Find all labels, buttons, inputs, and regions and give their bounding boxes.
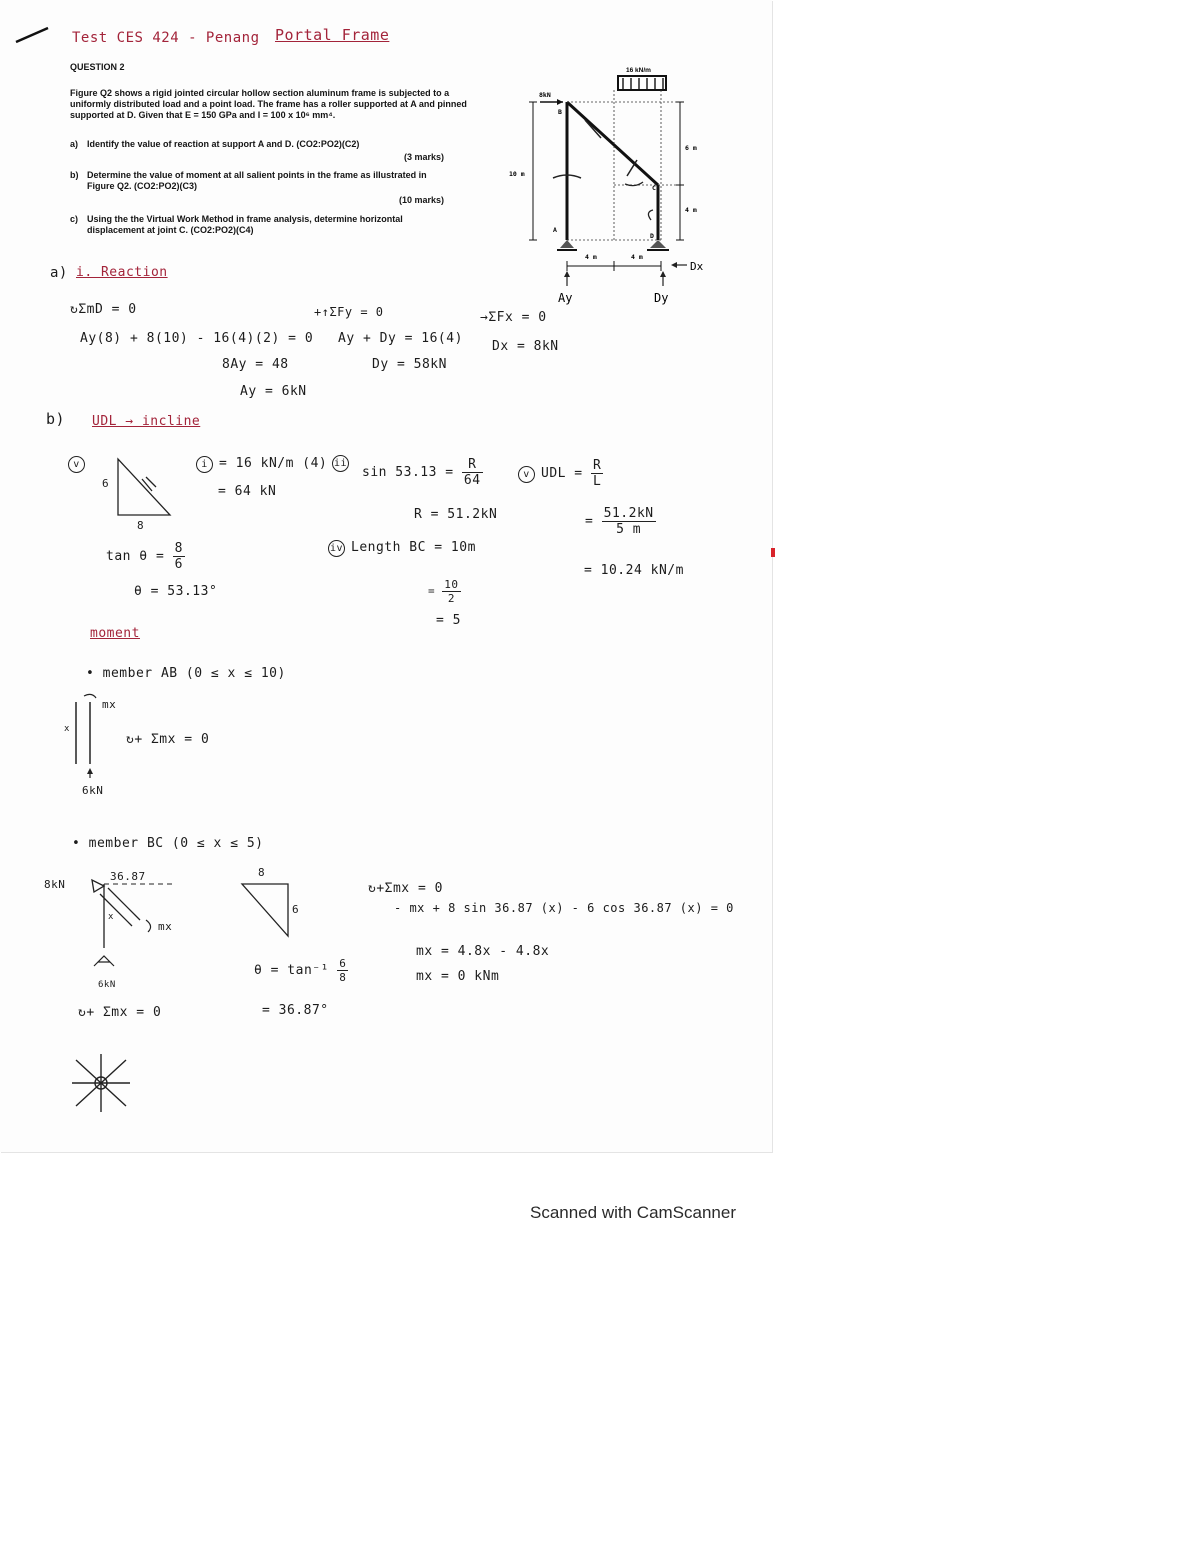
udl-label: 16 kN/m [626, 67, 651, 74]
fx-line-1: Dx = 8kN [492, 339, 559, 354]
udl-result: = 10.24 kN/m [584, 563, 684, 578]
member-ab-title: • member AB (0 ≤ x ≤ 10) [86, 666, 286, 681]
member-bc-title: • member BC (0 ≤ x ≤ 5) [72, 836, 264, 851]
camscanner-watermark: Scanned with CamScanner [530, 1203, 737, 1222]
reaction-dx: Dx [690, 260, 704, 273]
item-a-label: a) [70, 139, 79, 149]
udl-box [618, 76, 666, 90]
moment-title: moment [90, 626, 140, 641]
moment-line-2: 8Ay = 48 [222, 357, 289, 372]
dim-left: 10 m [509, 170, 525, 178]
svg-text:4 m: 4 m [685, 206, 697, 214]
step-v-marker: v [68, 456, 85, 473]
scribble-mark [70, 1052, 132, 1114]
triangle-1 [112, 455, 176, 521]
svg-text:4 m: 4 m [631, 253, 643, 261]
theta-1: θ = 53.13° [134, 584, 218, 599]
portal-frame-title: Portal Frame [275, 26, 390, 44]
test-title: Test CES 424 - Penang [72, 30, 260, 46]
svg-text:4 m: 4 m [585, 253, 597, 261]
bc-eq-line-2: mx = 4.8x - 4.8x [416, 944, 550, 959]
point-load-label: 8kN [539, 91, 551, 99]
scanned-page: Test CES 424 - Penang Portal Frame QUESTION 2 Figure Q2 shows a rigid jointed circular hollow section aluminum frame is subjected to a uniformly distributed load and a point load. The frame has a roller supported at A and pinned supported at D. Given that E = 150 GPa and I = 100 x 10⁶ mm⁴. a) Identify the value of reaction at support A and D. (CO2:PO2)(C2) (3 marks) b) Determine the value of moment at all salient points in the frame as illustrated in Figure Q2. (CO2:PO2)(C3) (10 marks) c) Using the the Virtual Work Method in frame analysis, determine horizontal displacement at joint C. (CO2:PO2)(C4) 16 kN/m 8kN B C A D 10 m 6 m 4 m 4 m 4 m Ay Dy Dx a) i. Reaction ↻ΣmD = 0 Ay(8) + 8(10) - 16(4)(2) = 0 8Ay = 48 Ay = 6kN +↑ΣFy = 0 Ay + Dy = 16(4) Dy = 58kN →ΣFx = 0 Dx = 8kN b) UDL → incline v 6 8 tan θ = $\frac{8}{6}$ θ = 53.13° i = 16 kN/m (4) = 64 kN ii sin 53.13 = $\frac{R}{64}$ R = 51.2kN iv Length BC = 10m = $\frac{10}{2}$ = 5 v UDL = $\frac{R}{L}$ = $\frac{51.2kN}{5 m}$ = 10.24 kN/m moment • member AB (0 ≤ x ≤ 10) mx x ↻+ Σmx = 0 6kN • member BC (0 ≤ x ≤ 5) 8kN 36.87 x mx 6kN ↻+ Σmx = 0 8 6 θ = tan⁻¹ $\frac{6}{8}$ = 36.87° ↻+Σmx = 0 - mx + 8 sin 36.87 (x) - 6 cos 36.87 (x) = 0 mx = 4.8x - 4.8x mx = 0 kNm [0, 0, 772, 1152]
part-a-label: a) [50, 265, 68, 281]
part-a-title: i. Reaction [76, 265, 168, 280]
svg-text:C: C [652, 184, 656, 192]
part-b-label: b) [46, 410, 66, 428]
support-a [560, 240, 574, 248]
theta-2: = 36.87° [262, 1003, 329, 1018]
fy-eq: +↑ΣFy = 0 [314, 305, 384, 319]
bc-eq-line-1: - mx + 8 sin 36.87 (x) - 6 cos 36.87 (x) = 0 [394, 901, 734, 915]
figure-q2 [505, 60, 720, 310]
member-bc-sum: ↻+ Σmx = 0 [78, 1005, 162, 1020]
moment-eq: ↻ΣmD = 0 [70, 302, 137, 317]
svg-text:A: A [553, 226, 557, 234]
part-b-title: UDL → incline [92, 414, 201, 429]
svg-text:6 m: 6 m [685, 144, 697, 152]
dotted-grid [567, 90, 680, 240]
fy-line-1: Ay + Dy = 16(4) [338, 331, 463, 346]
moment-line-1: Ay(8) + 8(10) - 16(4)(2) = 0 [80, 331, 314, 346]
item-a-marks: (3 marks) [404, 152, 445, 162]
item-c-text: Using the the Virtual Work Method in frame analysis, determine horizontal displacement at joint C. (CO2:PO2)(C4) [87, 214, 403, 235]
r-value: R = 51.2kN [414, 507, 498, 522]
item-b-text: Determine the value of moment at all salient points in the frame as illustrated in Figure Q2. (CO2:PO2)(C3) [87, 170, 427, 191]
question-intro: Figure Q2 shows a rigid jointed circular hollow section aluminum frame is subjected to a uniformly distributed load and a point load. The frame has a roller supported at A and pinned supported at D. Given that E = 150 GPa and I = 100 x 10⁶ mm⁴. [70, 88, 467, 120]
reaction-dy: Dy [654, 291, 669, 305]
udl-arrows [623, 78, 663, 90]
bc-eq-line-3: mx = 0 kNm [416, 969, 500, 984]
reaction-ay: Ay [558, 291, 573, 305]
question-heading: QUESTION 2 [70, 62, 125, 72]
support-d [650, 240, 666, 248]
item-c-label: c) [70, 214, 79, 224]
pen-stroke [14, 24, 50, 46]
member-ab-eq: ↻+ Σmx = 0 [126, 732, 210, 747]
svg-text:B: B [558, 108, 562, 116]
fy-line-2: Dy = 58kN [372, 357, 447, 372]
item-b-marks: (10 marks) [399, 195, 445, 205]
member-bc [567, 102, 658, 185]
item-b-label: b) [70, 170, 79, 180]
svg-text:D: D [650, 232, 654, 240]
fx-eq: →ΣFx = 0 [480, 310, 547, 325]
scan-edge-mark [771, 548, 775, 557]
bc-eq-title: ↻+Σmx = 0 [368, 881, 443, 896]
moment-line-3: Ay = 6kN [240, 384, 307, 399]
item-a-text: Identify the value of reaction at support A and D. (CO2:PO2)(C2) [87, 139, 360, 149]
